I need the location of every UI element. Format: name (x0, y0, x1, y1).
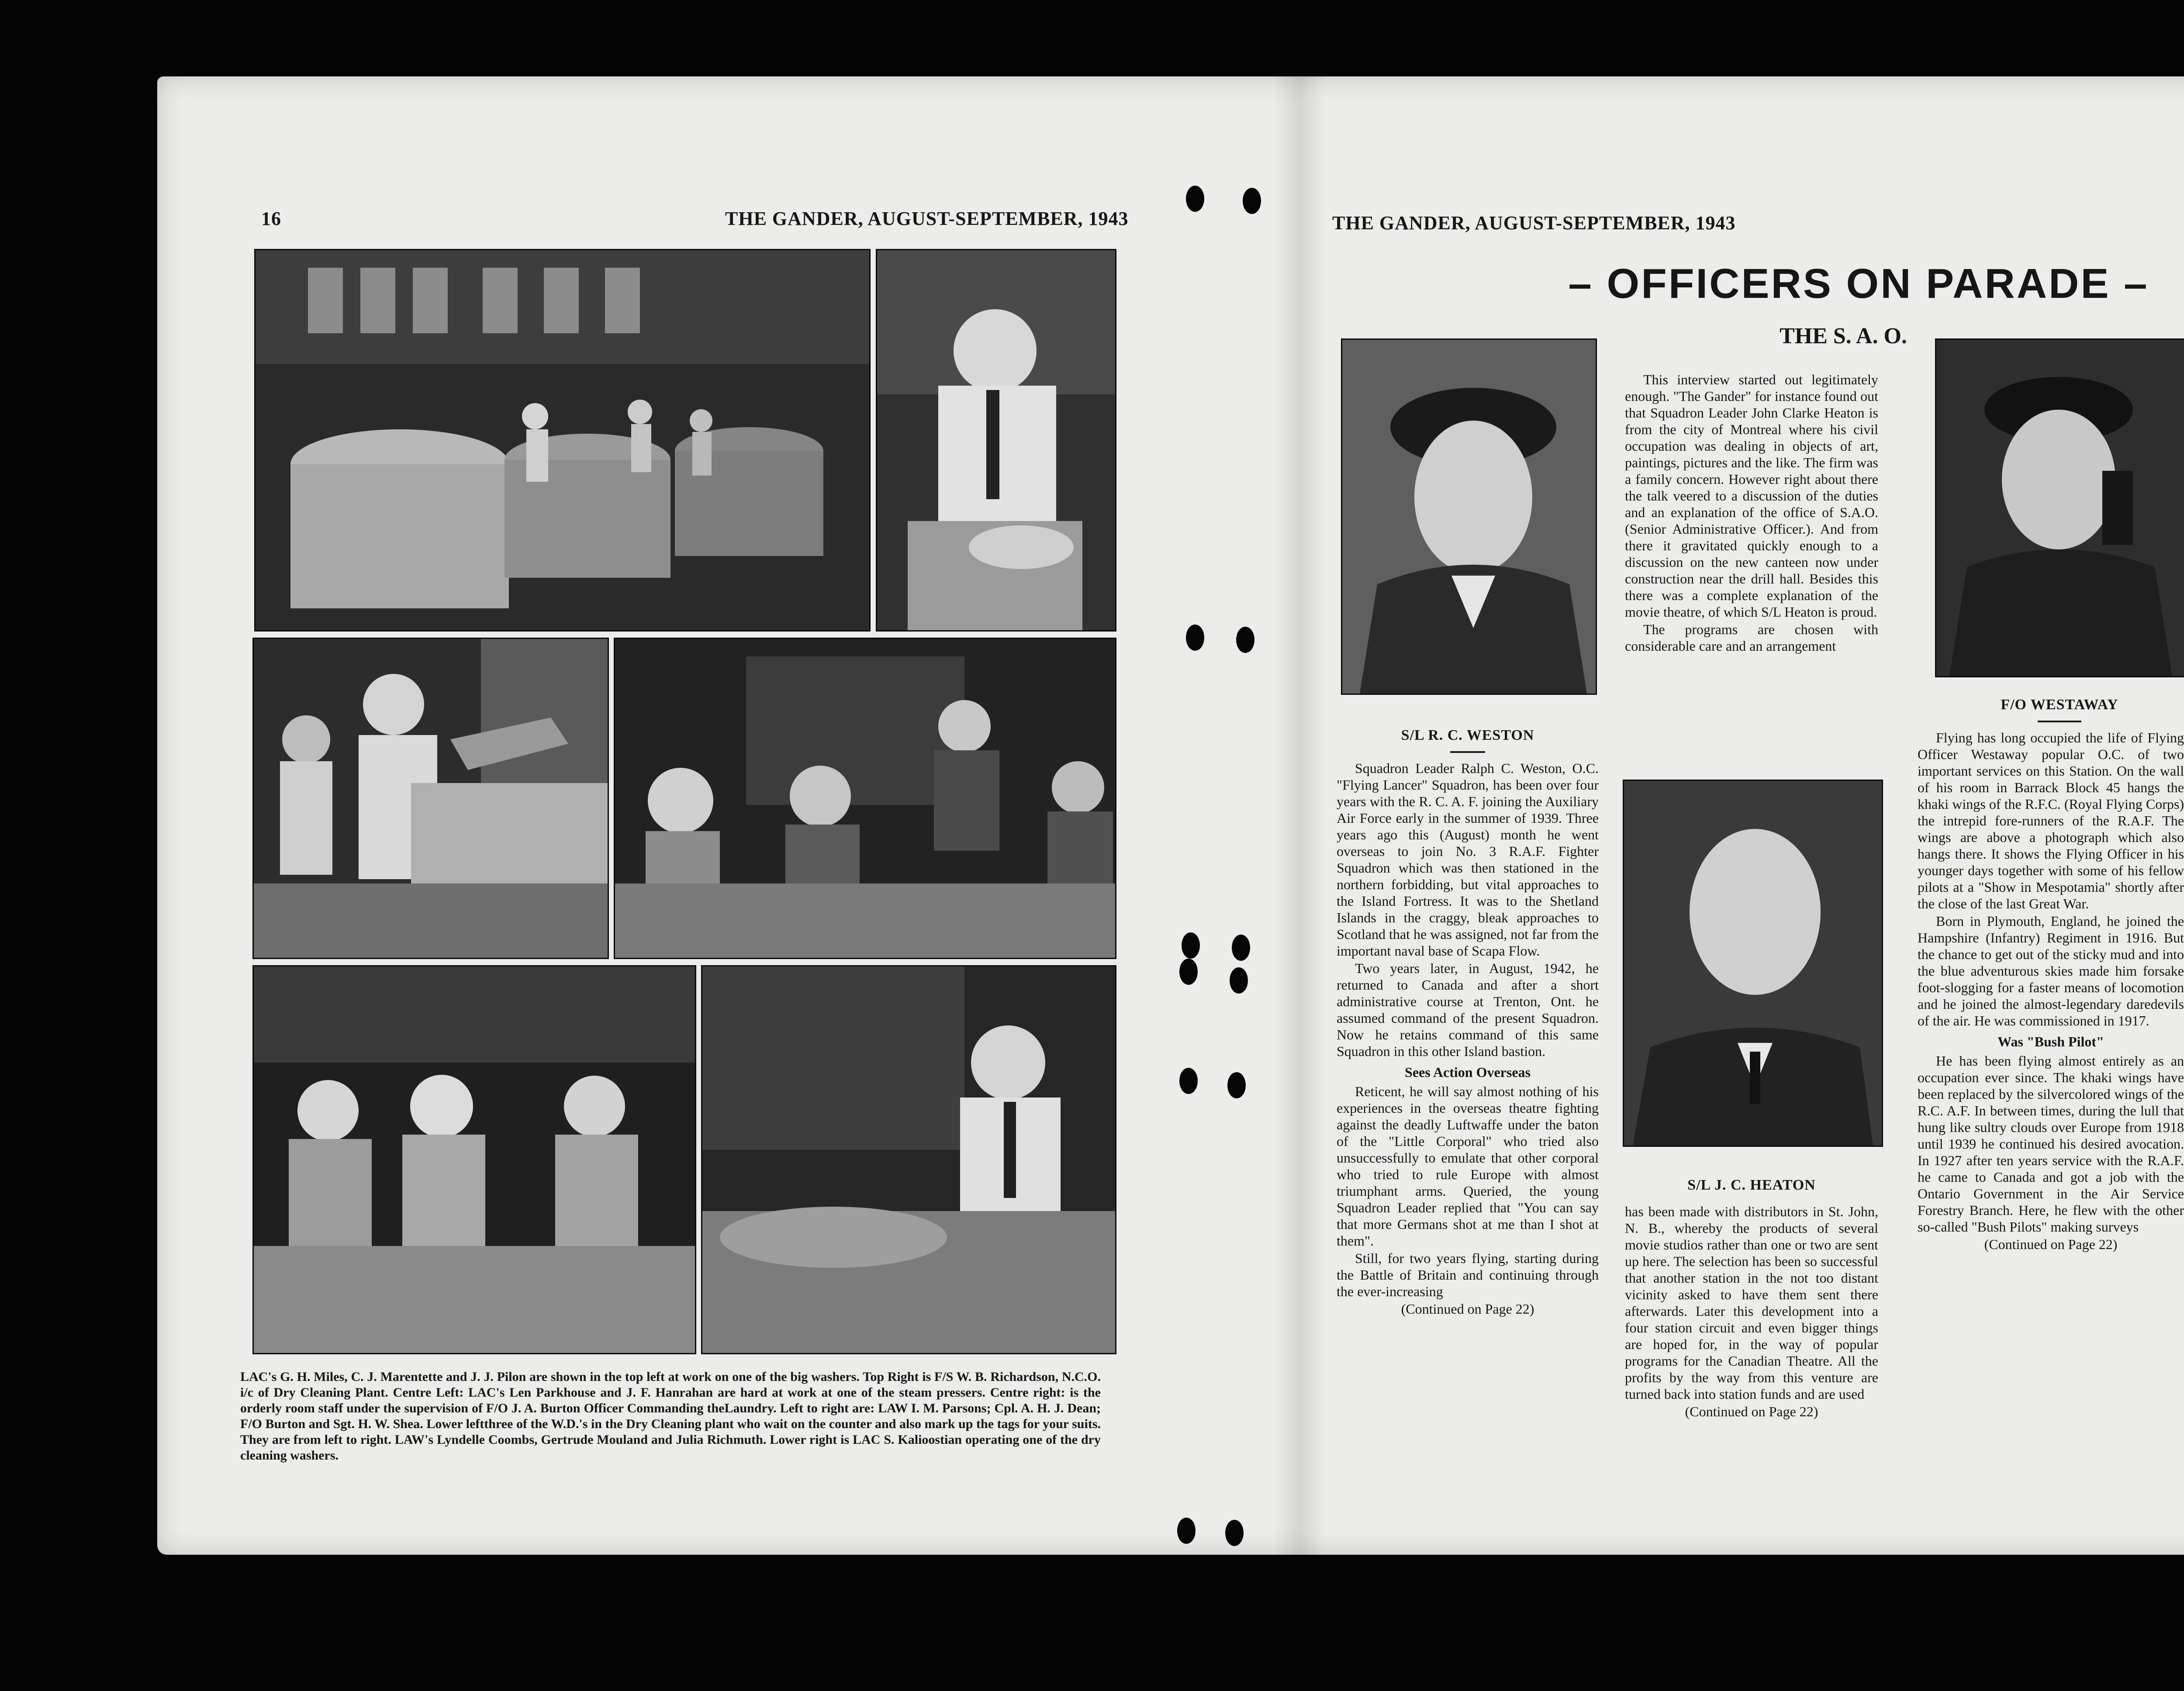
article-title: – OFFICERS ON PARADE – (1568, 260, 2149, 307)
weston-paragraph: Reticent, he will say almost nothing of his experiences in the overseas theatre fighting against the deadly Luftwaffe under the baton of the "Little Corporal" who tried also unsuccessfully to emulate that other corporal who tried to rule Europe with almost triumphant arms. Queried, the young Squadron Leader replied that "You can say that more Germans shot at me than I shot at them". (1337, 1084, 1599, 1249)
heaton-paragraph: has been made with distributors in St. John, N. B., whereby the products of several movie studios rather than one or two are sent up here. The selection has been so successful that another station in the not too distant vicinity asked to have them sent there afterwards. Later this development into a four station circuit and even bigger things are hoped for, in the way of popular programs for the Canadian Theatre. All the profits by the way from this venture are turned back into station funds and are used (1625, 1204, 1878, 1402)
photo-kalioostian (701, 965, 1116, 1354)
binding-hole (1236, 627, 1254, 653)
westaway-caption: F/O WESTAWAY (2001, 697, 2118, 713)
left-page-number: 16 (261, 208, 281, 229)
article-subtitle: THE S. A. O. (1780, 324, 1907, 349)
heaton-caption: S/L J. C. HEATON (1687, 1177, 1816, 1193)
heaton-paragraph: The programs are chosen with considerable care and an arrangement (1625, 621, 1878, 654)
portrait-heaton (1623, 780, 1883, 1147)
photo-pressers (252, 638, 609, 959)
binding-hole (1232, 935, 1250, 961)
richardson-illustration (877, 250, 1115, 630)
weston-paragraph: Squadron Leader Ralph C. Weston, O.C. "Flying Lancer" Squadron, has been over four years with the R. C. A. F. joining the Auxiliary Air Force early in the summer of 1939. Three years ago this (August) month he went overseas to join No. 3 R.A.F. Fighter Squadron which was then stationed in the northern forbidding, but vital approaches to the Island Fortress. It was to the Shetland Islands in the craggy, bleak approaches to Scotland that he was assigned, not far from the important naval base of Scapa Flow. (1337, 760, 1599, 959)
westaway-paragraph: Flying has long occupied the life of Flying Officer Westaway popular O.C. of two important services on this Station. On the wall of his room in Barrack Block 45 hangs the khaki wings of the R.F.C. (Royal Flying Corps) the intrepid fore-runners of the R.A.F. The wings are above a photograph which also hangs there. It shows the Flying Officer in his younger days together with some of his fellow pilots at a "Show in Mespotamia" shortly after the close of the last Great War. (1918, 730, 2184, 911)
westaway-subhead: Was "Bush Pilot" (1997, 1034, 2104, 1049)
caption-rule (2038, 721, 2081, 722)
weston-subhead: Sees Action Overseas (1405, 1064, 1531, 1080)
left-page-caption: LAC's G. H. Miles, C. J. Marentette and J. J. Pilon are shown in the top left at work on one of the big washers. Top Right is F/S W. B. Richardson, N.C.O. i/c of Dry Cleaning Plant. Centre Left: LAC's Len Parkhouse and J. F. Hanrahan are hard at work at one of the steam pressers. Centre right: is the orderly room staff under the supervision of F/O J. A. Burton Officer Commanding theLaundry. Left to right are: LAW I. M. Parsons; Cpl. A. H. J. Dean; F/O Burton and Sgt. H. W. Shea. Lower leftthree of the W.D.'s in the Dry Cleaning plant who wait on the counter and also mark up the tags for your suits. They are from left to right. LAW's Lyndelle Coombs, Gertrude Mouland and Julia Richmuth. Lower right is LAC S. Kalioostian operating one of the dry cleaning washers. (240, 1370, 1101, 1463)
binding-hole (1179, 1068, 1198, 1094)
heaton-paragraph: This interview started out legitimately enough. "The Gander" for instance found out that Squadron Leader John Clarke Heaton is from the city of Montreal where his civil occupation was dealing in objects of art, paintings, pictures and the like. The firm was a family concern. However right about there the talk veered to a discussion of the duties and an explanation of the office of S.A.O. (Senior Administrative Officer.). And from there it gravitated quickly enough to a discussion on the new canteen now under construction near the drill hall. Besides this there was a complete explanation of the movie theatre, of which S/L Heaton is proud. (1625, 372, 1878, 620)
heaton-portrait-illustration (1624, 781, 1882, 1146)
binding-hole (1225, 1520, 1244, 1546)
magazine-spread (157, 76, 2184, 1555)
binding-hole (1227, 1072, 1246, 1098)
weston-portrait-illustration (1342, 340, 1596, 694)
binding-hole (1182, 932, 1200, 959)
westaway-continued: (Continued on Page 22) (1984, 1236, 2118, 1252)
westaway-portrait-illustration (1936, 340, 2184, 676)
heaton-continued: (Continued on Page 22) (1685, 1404, 1818, 1419)
westaway-paragraph: Born in Plymouth, England, he joined the Hampshire (Infantry) Regiment in 1916. But the chance to get out of the sticky mud and into the blue adventurous skies made him forsake foot-slogging for a faster means of locomotion and he joined the almost-legendary daredevils of the air. He was commissioned in 1917. (1918, 913, 2184, 1028)
column-westaway (1918, 729, 2184, 1253)
photo-counter (252, 965, 696, 1354)
portrait-weston (1341, 338, 1597, 695)
right-running-head: THE GANDER, AUGUST-SEPTEMBER, 1943 (1332, 212, 1736, 234)
weston-continued: (Continued on Page 22) (1401, 1301, 1534, 1317)
orderly-room-illustration (615, 639, 1115, 958)
counter-illustration (254, 966, 695, 1353)
weston-caption: S/L R. C. WESTON (1401, 727, 1534, 743)
photo-orderly-room (614, 638, 1116, 959)
column-heaton-top (1625, 371, 1878, 655)
binding-hole (1186, 625, 1204, 651)
binding-hole (1177, 1518, 1196, 1544)
caption-rule (1450, 751, 1485, 753)
binding-hole (1243, 188, 1261, 214)
binding-hole (1179, 959, 1198, 985)
washers-illustration (256, 250, 869, 630)
column-heaton-bottom (1625, 1203, 1878, 1420)
weston-paragraph: Still, for two years flying, starting during the Battle of Britain and continuing through the ever-increasing (1337, 1250, 1599, 1299)
page-fold (1273, 76, 1326, 1555)
binding-hole (1186, 186, 1204, 212)
binding-hole (1230, 967, 1248, 994)
kalioostian-illustration (702, 966, 1115, 1353)
portrait-westaway (1935, 338, 2184, 677)
weston-paragraph: Two years later, in August, 1942, he returned to Canada and after a short administrative course at Trenton, Ont. he assumed command of the present Squadron. Now he retains command of this same Squadron in this other Island bastion. (1337, 960, 1599, 1059)
left-running-head: THE GANDER, AUGUST-SEPTEMBER, 1943 (725, 208, 1129, 229)
photo-washers (254, 249, 871, 632)
westaway-paragraph: He has been flying almost entirely as an occupation ever since. The khaki wings have been replaced by the silvercolored wings of the R.C. A.F. In between times, during the lull that hung like sultry clouds over Europe from 1918 until 1939 he continued his desired avocation. In 1927 after ten years service with the R.A.F. he came to Canada and got a job with the Ontario Government in the Air Service Forestry Branch. Here, he flew with the other so-called "Bush Pilots" making surveys (1918, 1053, 2184, 1235)
pressers-illustration (254, 639, 608, 958)
photo-richardson (876, 249, 1116, 632)
column-weston (1337, 760, 1599, 1317)
